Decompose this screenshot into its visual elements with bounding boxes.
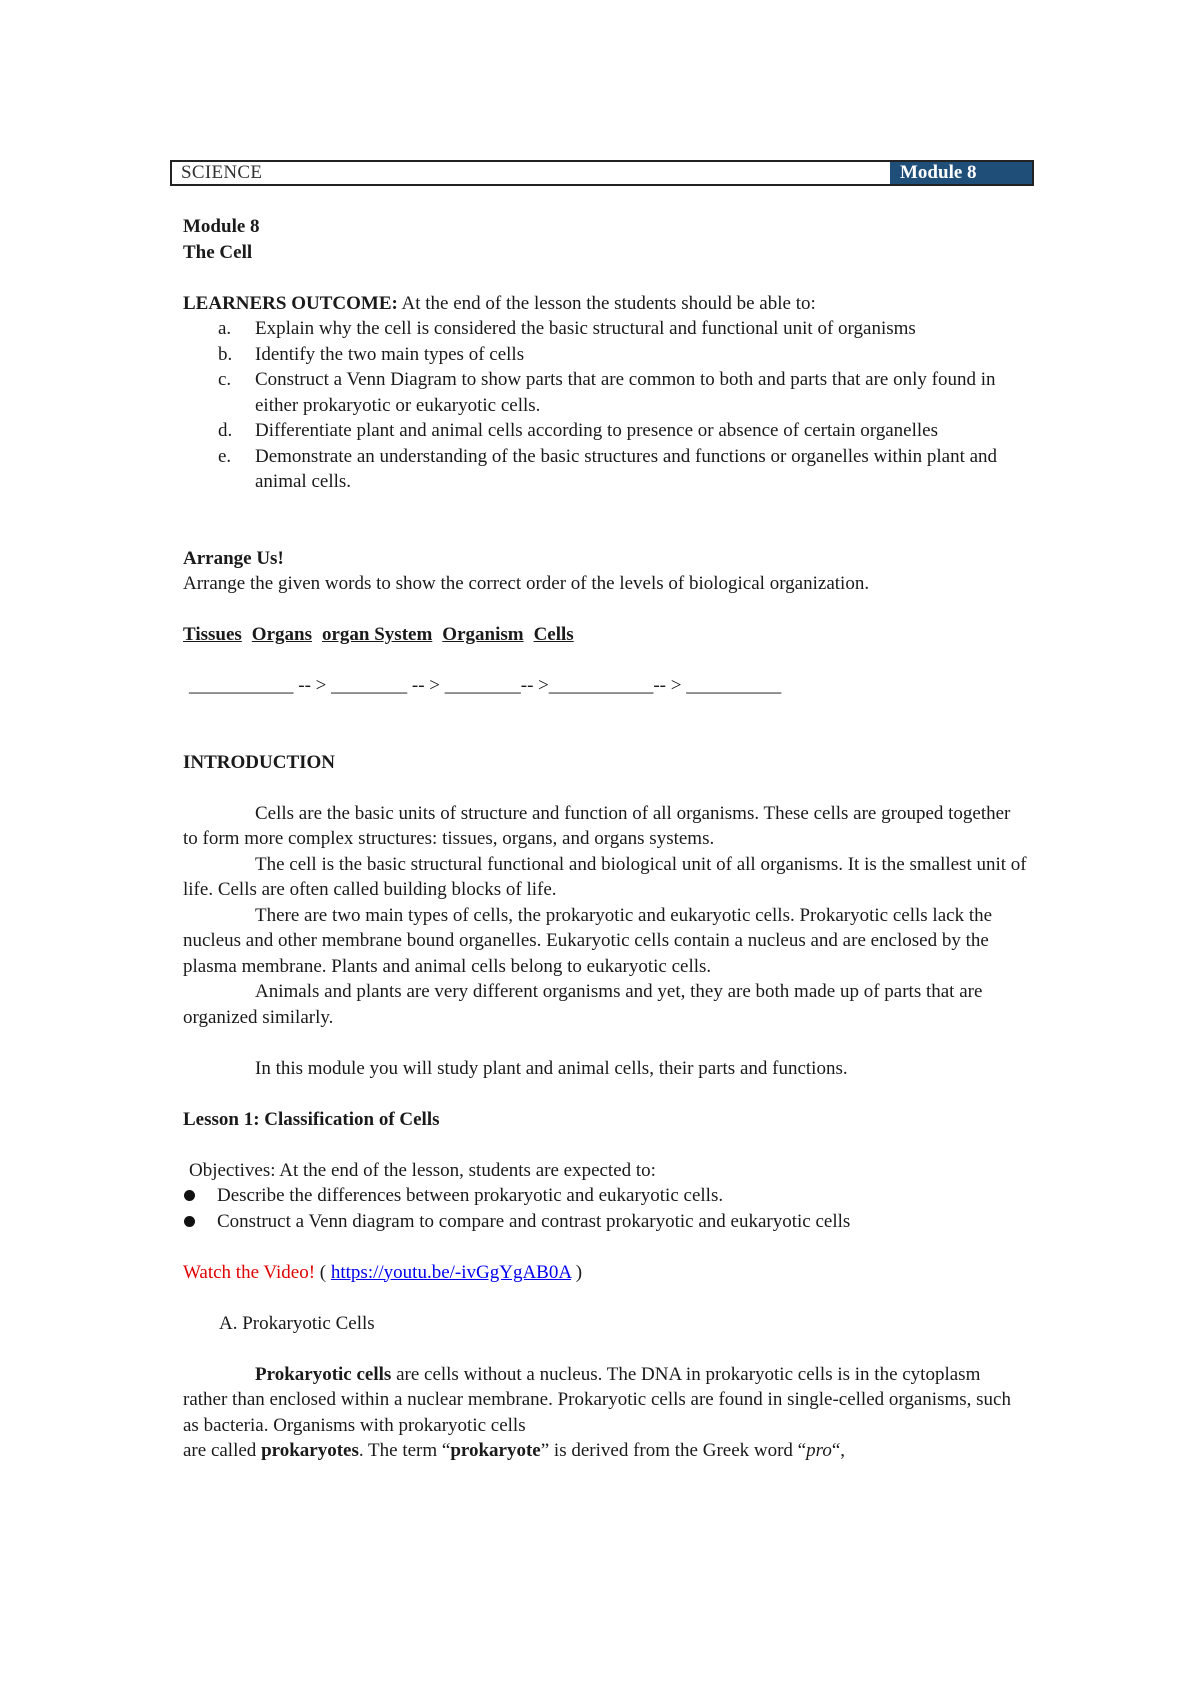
list-marker: a. [218,318,232,339]
arrange-blanks: ___________ -- > ________ -- > ________-- >___________-- > __________ [189,675,782,696]
list-marker: e. [218,445,232,467]
prokaryotic-term: Prokaryotic cells [255,1363,392,1385]
prokaryotes-text-pre: are called [183,1440,262,1461]
document-body [183,214,1028,1464]
term-organs: Organs [251,624,312,645]
objectives-intro: Objectives: At the end of the lesson, students are expected to: [189,1159,656,1181]
prokaryotes-text-mid: . The term “ [358,1440,451,1461]
list-marker: d. [218,420,233,441]
list-item [183,367,1028,418]
module-badge: Module 8 [890,162,1032,184]
module-header-bar [170,160,1034,186]
greek-word-pro: pro [806,1440,832,1461]
arrange-instruction: Arrange the given words to show the correct order of the levels of biological organization. [183,573,870,594]
arrange-heading: Arrange Us! [183,547,284,569]
list-item [183,342,1028,368]
intro-paragraph-1: Cells are the basic units of structure and function of all organisms. These cells are grouped together to form more complex structures: tissues, organs, and organs systems. [183,802,1011,849]
list-item [183,1183,1028,1209]
topic-title: The Cell [183,241,253,263]
video-link[interactable]: https://youtu.be/-ivGgYgAB0A [330,1261,572,1283]
outcomes-list [183,316,1028,495]
term-organism: Organism [442,624,524,645]
list-item-text: Explain why the cell is considered the basic structural and functional unit of organisms [255,318,916,339]
list-marker: b. [218,343,233,365]
prokaryotes-text-post: ” is derived from the Greek word “ [540,1440,807,1461]
bullet-icon [184,1190,195,1201]
list-marker: c. [218,369,232,390]
prokaryotes-line [183,1438,1028,1464]
video-line [183,1260,1028,1286]
intro-paragraph-4: Animals and plants are very different organisms and yet, they are both made up of parts that are organized similarly. [183,981,983,1028]
prokaryote-term: prokaryote [450,1440,541,1461]
module-title: Module 8 [183,216,260,237]
term-cells: Cells [533,624,574,645]
intro-paragraph-3: There are two main types of cells, the prokaryotic and eukaryotic cells. Prokaryotic cells lack the nucleus and other membrane bound organelles. Eukaryotic cells contain a nucleus and are enclosed by the plasma membrane. Plants and animal cells belong to eukaryotic cells. [183,904,993,977]
subject-label: SCIENCE [181,162,263,183]
term-organ-system: organ System [321,624,433,645]
learners-outcome-label: LEARNERS OUTCOME: [183,292,398,314]
list-item-text: Construct a Venn diagram to compare and contrast prokaryotic and eukaryotic cells [217,1210,851,1232]
video-label: Watch the Video! [183,1261,316,1283]
prokaryotic-paragraph [183,1362,1028,1439]
list-item-text: Describe the differences between prokaryotic and eukaryotic cells. [217,1185,724,1206]
list-item-text: Differentiate plant and animal cells according to presence or absence of certain organelles [255,420,938,441]
bullet-icon [184,1216,195,1227]
section-a-heading: A. Prokaryotic Cells [219,1312,375,1334]
list-item [183,418,1028,444]
video-paren-close: ) [571,1261,583,1283]
learners-outcome-intro [183,291,1028,317]
list-item-text: Identify the two main types of cells [255,343,525,365]
list-item-text: Demonstrate an understanding of the basic structures and functions or organelles within plant and animal cells. [255,445,998,492]
prokaryotic-text: are cells without a nucleus. The DNA in prokaryotic cells is in the cytoplasm rather than enclosed within a nuclear membrane. Prokaryotic cells are found in single-celled organisms, such as bacteria. Organisms with prokaryotic cells [183,1363,1011,1436]
learners-outcome-text: At the end of the lesson the students should be able to: [397,292,816,314]
list-item-text: Construct a Venn Diagram to show parts that are common to both and parts that are only found in either prokaryotic or eukaryotic cells. [255,369,996,416]
list-item [183,1209,1028,1235]
prokaryotes-term: prokaryotes [261,1440,359,1461]
term-tissues: Tissues [183,624,242,645]
intro-paragraph-5: In this module you will study plant and animal cells, their parts and functions. [255,1057,848,1079]
video-paren-open: ( [315,1261,331,1283]
introduction-heading: INTRODUCTION [183,751,336,773]
lesson1-heading: Lesson 1: Classification of Cells [183,1108,440,1130]
list-item [183,316,1028,342]
list-item [183,444,1028,495]
prokaryotes-text-end: “, [831,1440,846,1461]
objectives-list [183,1183,1028,1234]
arrange-terms [183,622,1028,648]
intro-paragraph-2: The cell is the basic structural functional and biological unit of all organisms. It is the smallest unit of life. Cells are often called building blocks of life. [183,853,1027,900]
